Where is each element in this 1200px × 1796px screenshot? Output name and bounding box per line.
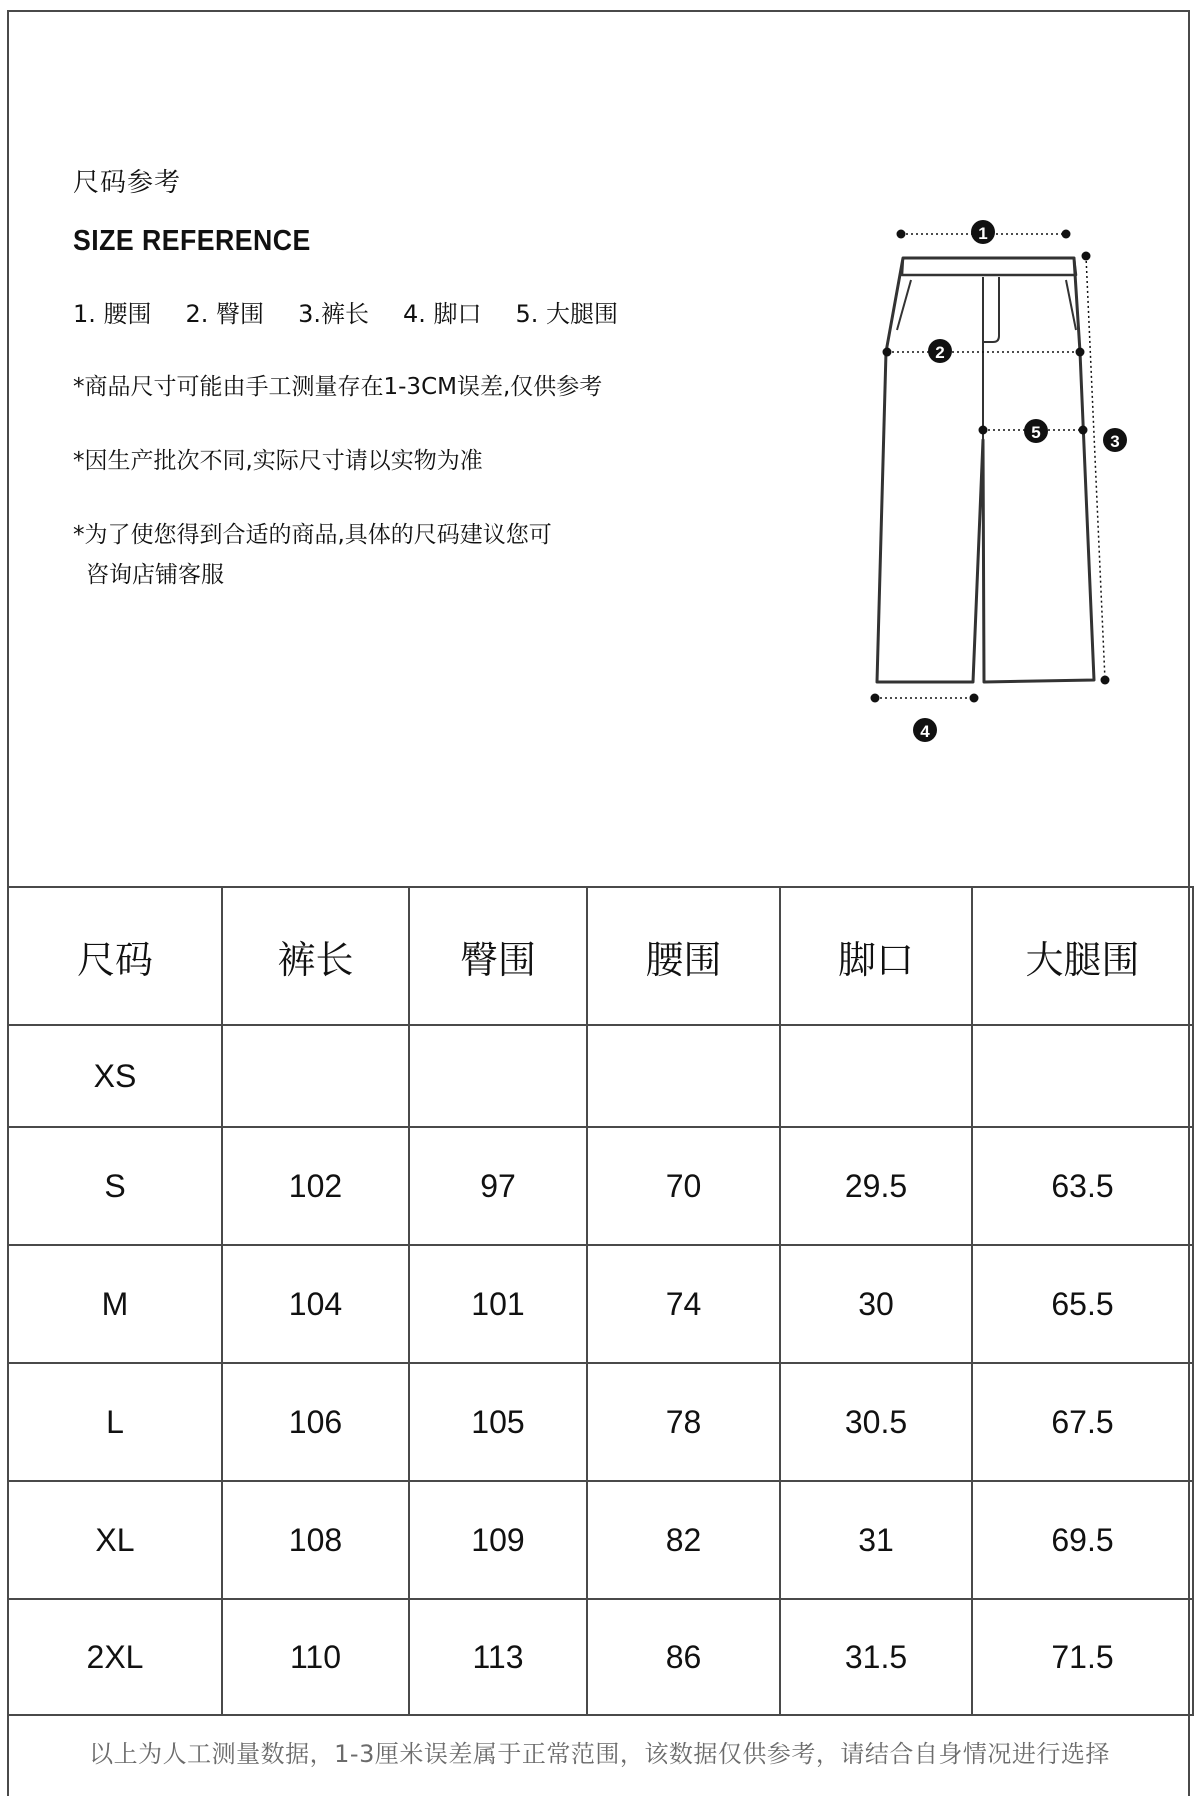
part-waist: 1. 腰围 (73, 300, 152, 328)
table-row (8, 1363, 1193, 1481)
size-table (7, 886, 1194, 1716)
cell-waist: 70 (587, 1127, 780, 1245)
title-en: SIZE REFERENCE (73, 225, 311, 257)
header-waist: 腰围 (587, 887, 780, 1025)
table-row (8, 1245, 1193, 1363)
cell-hem (780, 1025, 972, 1127)
cell-length: 102 (222, 1127, 409, 1245)
cell-thigh: 69.5 (972, 1481, 1193, 1599)
cell-waist: 78 (587, 1363, 780, 1481)
cell-waist: 86 (587, 1599, 780, 1715)
measurement-parts (73, 294, 713, 329)
part-hip: 2. 臀围 (185, 300, 265, 328)
part-length: 3.裤长 (298, 300, 369, 328)
cell-thigh: 67.5 (972, 1363, 1193, 1481)
cell-hip: 101 (409, 1245, 587, 1363)
size-info (73, 165, 713, 595)
header-thigh: 大腿围 (972, 887, 1193, 1025)
marker-2 (928, 339, 952, 363)
cell-size: L (8, 1363, 222, 1481)
table-header-row (8, 887, 1193, 1025)
title-cn: 尺码参考 (73, 168, 182, 198)
note-batch: *因生产批次不同,实际尺寸请以实物为准 (73, 448, 483, 474)
cell-hip: 105 (409, 1363, 587, 1481)
svg-text:5: 5 (1031, 423, 1041, 442)
cell-size: S (8, 1127, 222, 1245)
svg-text:3: 3 (1110, 432, 1120, 451)
cell-hip: 97 (409, 1127, 587, 1245)
cell-thigh (972, 1025, 1193, 1127)
cell-hem: 31 (780, 1481, 972, 1599)
footer-disclaimer: 以上为人工测量数据，1-3厘米误差属于正常范围，该数据仅供参考，请结合自身情况进行选择 (89, 1740, 1110, 1768)
cell-thigh: 65.5 (972, 1245, 1193, 1363)
marker-3 (1103, 428, 1127, 452)
cell-size: XS (8, 1025, 222, 1127)
cell-hip: 109 (409, 1481, 587, 1599)
cell-hip (409, 1025, 587, 1127)
note-advice-line2: 咨询店铺客服 (86, 562, 224, 588)
cell-hem: 31.5 (780, 1599, 972, 1715)
note-advice-line1: *为了使您得到合适的商品,具体的尺码建议您可 (73, 522, 552, 548)
cell-length: 108 (222, 1481, 409, 1599)
header-size: 尺码 (8, 887, 222, 1025)
svg-text:2: 2 (935, 343, 945, 362)
cell-size: XL (8, 1481, 222, 1599)
part-thigh: 5. 大腿围 (515, 300, 619, 328)
marker-5 (1024, 419, 1048, 443)
table-row (8, 1599, 1193, 1715)
cell-length (222, 1025, 409, 1127)
table-row (8, 1127, 1193, 1245)
part-hem: 4. 脚口 (402, 300, 482, 328)
cell-thigh: 63.5 (972, 1127, 1193, 1245)
cell-length: 106 (222, 1363, 409, 1481)
note-advice (73, 515, 633, 595)
note-error: *商品尺寸可能由手工测量存在1-3CM误差,仅供参考 (73, 374, 603, 400)
cell-waist: 82 (587, 1481, 780, 1599)
header-hem: 脚口 (780, 887, 972, 1025)
cell-length: 104 (222, 1245, 409, 1363)
svg-text:1: 1 (978, 224, 988, 243)
marker-4 (913, 718, 937, 742)
header-hip: 臀围 (409, 887, 587, 1025)
cell-length: 110 (222, 1599, 409, 1715)
cell-hem: 29.5 (780, 1127, 972, 1245)
cell-thigh: 71.5 (972, 1599, 1193, 1715)
trousers-diagram-icon (855, 210, 1145, 750)
svg-text:4: 4 (920, 722, 930, 741)
cell-hem: 30 (780, 1245, 972, 1363)
cell-hip: 113 (409, 1599, 587, 1715)
cell-size: M (8, 1245, 222, 1363)
table-row (8, 1481, 1193, 1599)
cell-hem: 30.5 (780, 1363, 972, 1481)
cell-waist: 74 (587, 1245, 780, 1363)
cell-size: 2XL (8, 1599, 222, 1715)
header-length: 裤长 (222, 887, 409, 1025)
cell-waist (587, 1025, 780, 1127)
marker-1 (971, 220, 995, 244)
table-row (8, 1025, 1193, 1127)
